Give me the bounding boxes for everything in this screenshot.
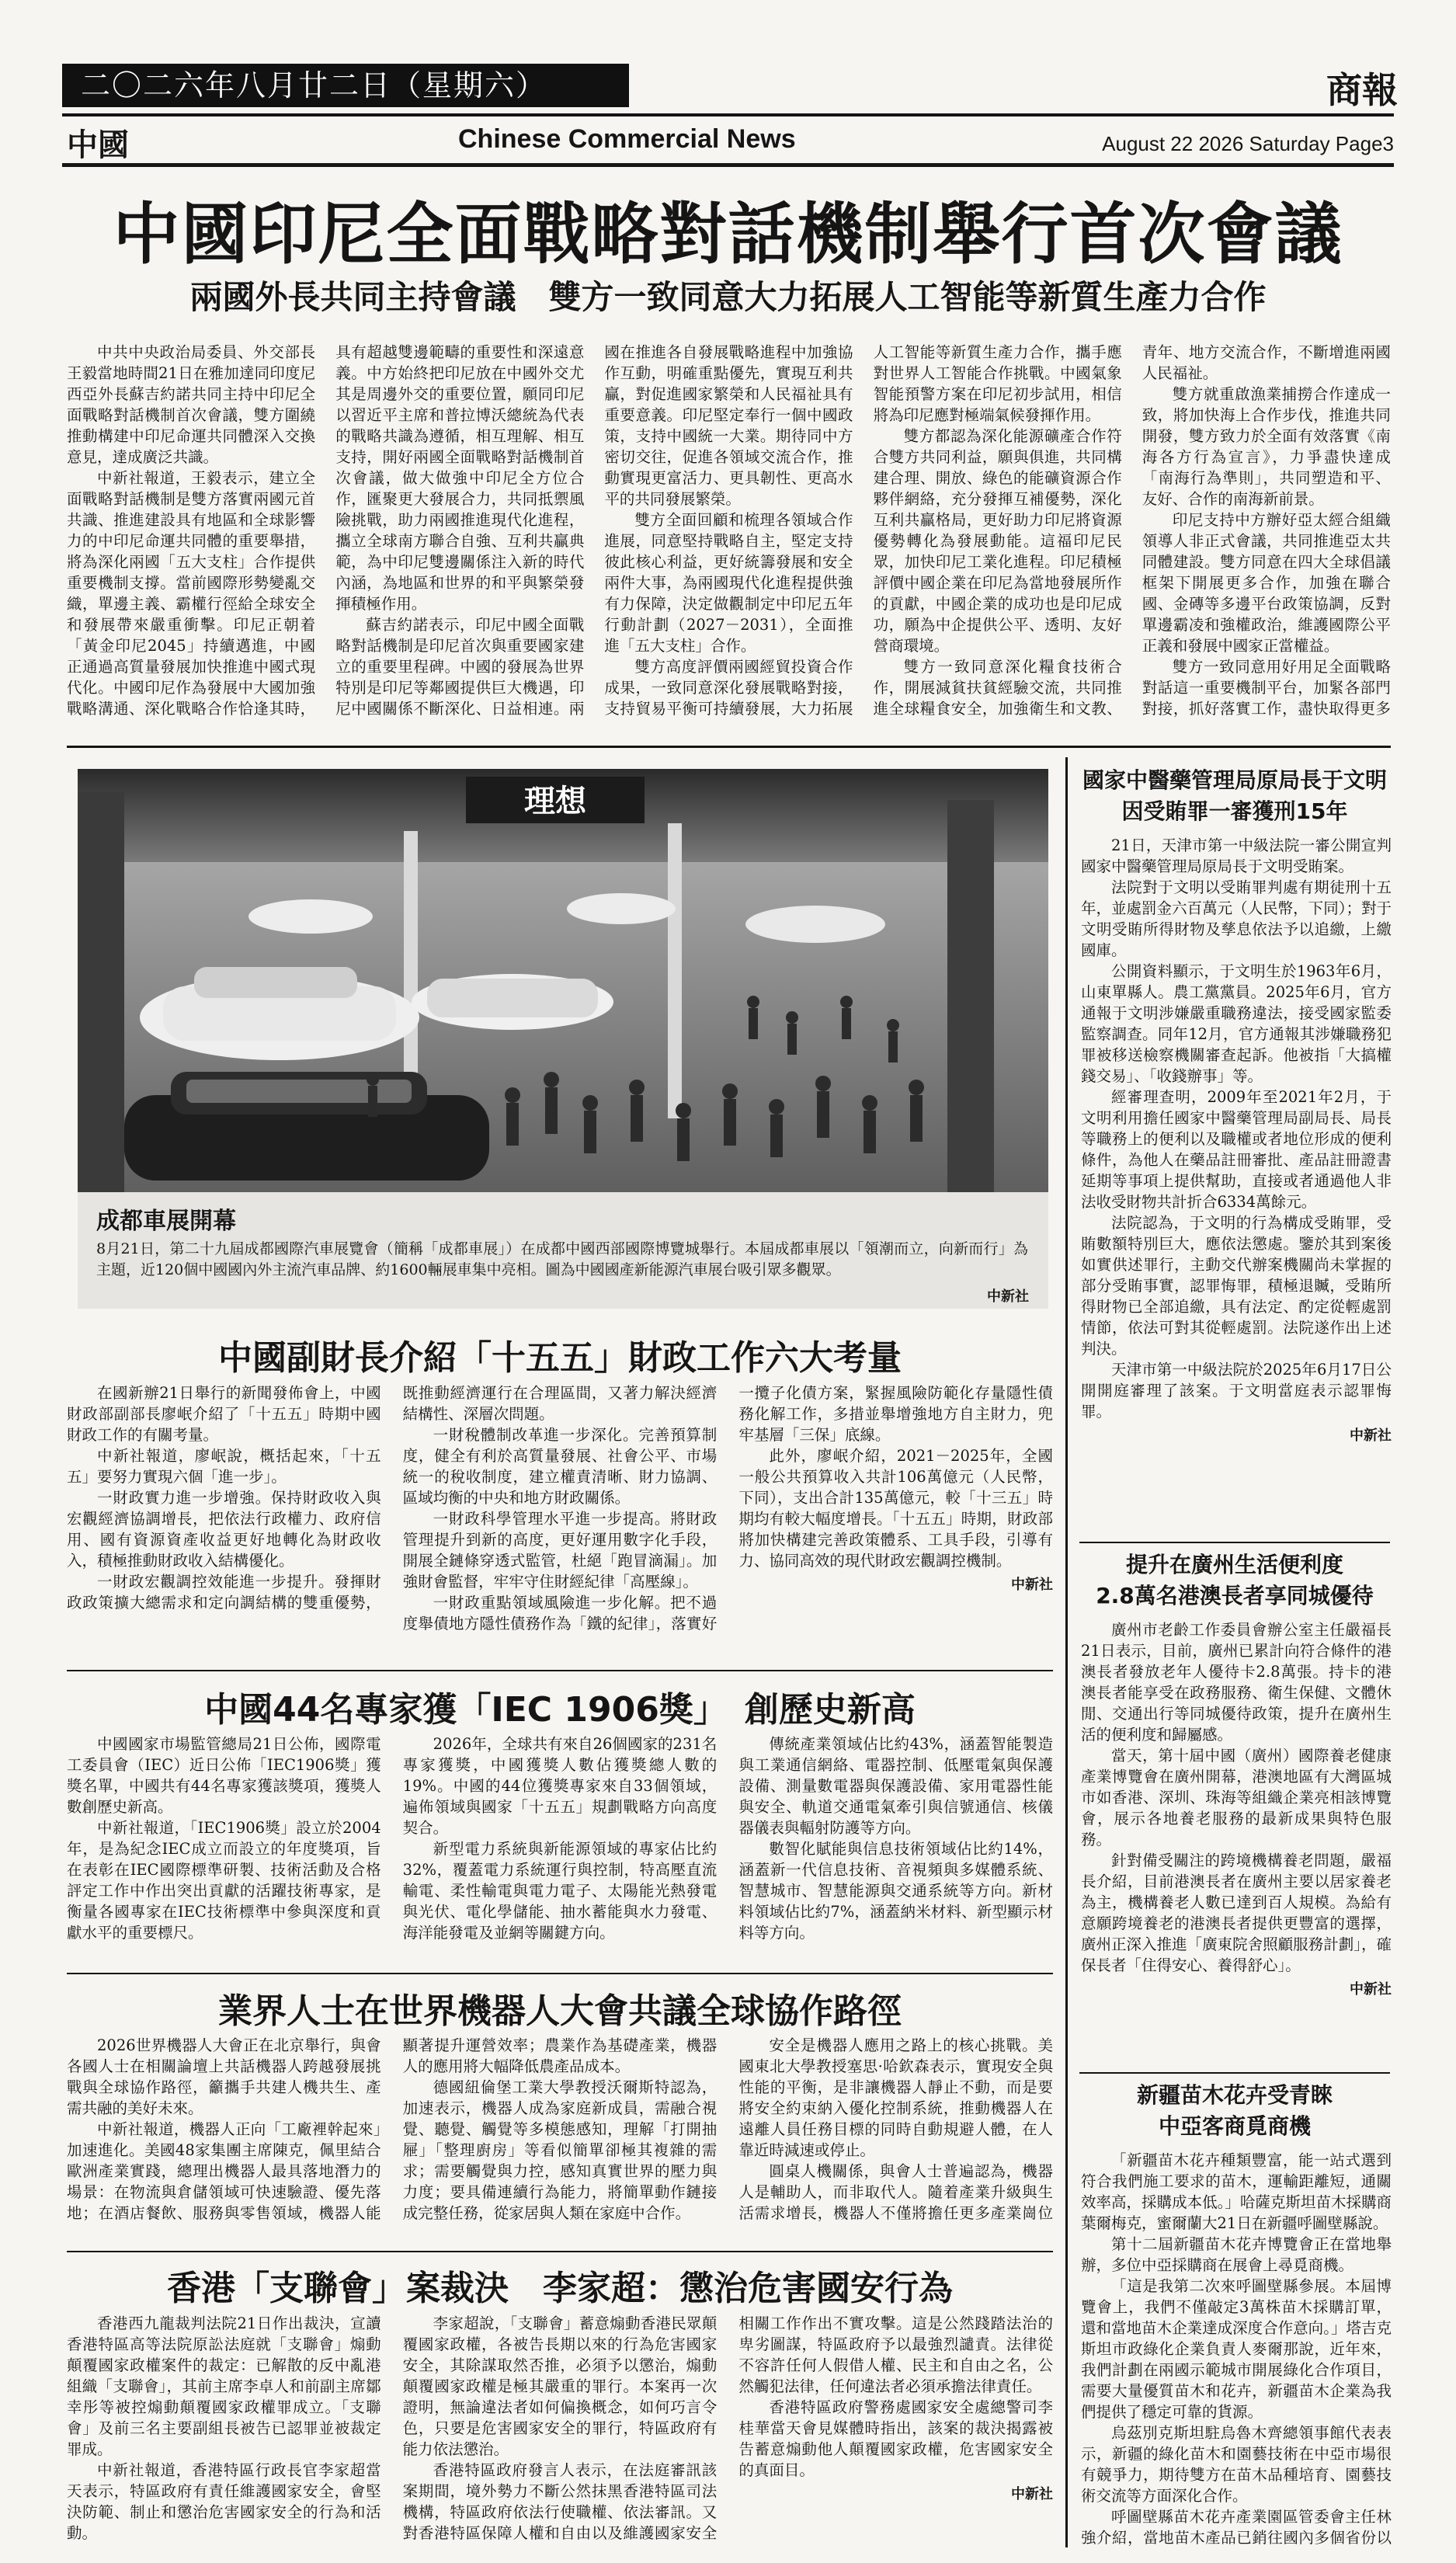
robot-paragraph: 安全是機器人應用之路上的核心挑戰。美國東北大學教授塞思·哈欽森表示，實現安全與性能的平衡，是非讓機器人靜止不動，而是要將安全約束納入優化控制系統，推動機器人在遠離人員任務目標的同時自動規避人體，在人靠近時減速或停止。 xyxy=(738,2036,1053,2159)
hongkong-paragraph: 香港特區政府發言人表示，在法庭審訊該案期間，境外勢力不斷公然抹黑香港特區司法機構，特區政府依法行使職權、依法審訊。又對香港特區保障人權和自由以及維護國家安全相關工作作出不實攻擊。這是公然踐踏法治的卑劣圖謀，特區政府予以最強烈譴責。法律從不容許任何人假借人權、民主和自由之名，公然觸犯法律，任何違法者必須承擔法律責任。 xyxy=(402,2314,1053,2542)
masthead-rule-bottom xyxy=(62,163,1394,167)
hongkong-paragraph: 中新社報道，香港特區行政長官李家超當天表示，特區政府有責任維護國家安全，會堅決防範、制止和懲治危害國家安全的行為和活動。 xyxy=(67,2461,381,2542)
finance-paragraph: 一財政科學管理水平進一步提高。將財政管理提升到新的高度，更好運用數字化手段，開展全鏈條穿透式監管，杜絕「跑冒滴漏」。加強財會監督，牢牢守住財經紀律「高壓線」。 xyxy=(402,1510,718,1591)
photo-caption: 8月21日，第二十九屆成都國際汽車展覽會（簡稱「成都車展」）在成都中國西部國際博覽城舉行。本屆成都車展以「領潮而立，向新而行」為主題，近120個中國國內外主流汽車品牌、約1600輛展車集中亮相。圖為中國國產新能源汽車展台吸引眾多觀眾。 xyxy=(96,1240,1028,1278)
hongkong-paragraph: 香港特區政府警務處國家安全處總警司李桂華當天會見媒體時指出，該案的裁決揭露被告蓄意煽動他人顛覆國家政權，危害國家安全的真面目。 xyxy=(738,2398,1053,2479)
auto-show-photo-art xyxy=(78,769,1048,1192)
lead-subheadline: 兩國外長共同主持會議 雙方一致同意大力拓展人工智能等新質生產力合作 xyxy=(189,278,1267,316)
lead-article-body xyxy=(67,342,1391,730)
date-page-en: August 22 2026 Saturday Page3 xyxy=(1102,132,1394,155)
sidebar-guangdong-body xyxy=(1081,1619,1392,2066)
lead-paragraph: 印尼支持中方辦好亞太經合組織領導人非正式會議，共同推進亞太共同體建設。雙方同意在四大全球倡議框架下開展更多合作，加強在聯合國、金磚等多邊平台政策協調，反對單邊霸凌和強權政治，維護國際公平正義和發展中國家正當權益。 xyxy=(1142,511,1391,655)
sidebar-xinjiang-headline xyxy=(1079,2080,1390,2142)
iec-paragraph: 2026年，全球共有來自26個國家的231名專家獲獎，中國獲獎人數佔獲獎總人數的19%。中國的44位獲獎專家來自33個領域，遍佈領域與國家「十五五」規劃戰略方向高度契合。 xyxy=(402,1735,718,1837)
iec-paragraph: 傳統產業領域佔比約43%，涵蓋智能製造與工業通信網絡、電器控制、低壓電氣與保護設備、測量數電器與保護設備、家用電器性能與安全、軌道交通電氣牽引與信號通信、核儀器儀表與輻射防護等方向。 xyxy=(738,1735,1053,1837)
lead-paragraph: 蘇吉約諾表示，印尼中國全面戰略對話機制是印尼首次與重要國家建立的重要里程碑。中國的發展為世界特別是印尼等鄰國提供巨大機遇，印尼中國關係不斷深化、日益相連。兩國在推進各自發展戰略進程中加強協作互動，明確重點優先，實現互利共贏，對促進國家繁榮和人民福祉具有重要意義。印尼堅定奉行一個中國政策，支持中國統一大業。期待同中方密切交往，促進各領域交流合作，推動實現更富活力、更具韌性、更高水平的共同發展繁榮。 xyxy=(335,343,853,718)
finance-paragraph: 一財政實力進一步增強。保持財政收入與宏觀經濟協調增長，把依法行政權力、政府信用、國有資源資產收益更好地轉化為財政收入，積極推動財政收入結構優化。 xyxy=(67,1489,381,1570)
iec-article-body xyxy=(67,1734,1053,1967)
auto-show-photo xyxy=(78,769,1048,1192)
robot-paragraph: 圓桌人機關係，與會人士普遍認為，機器人是輔助人，而非取代人。隨着產業升級與生活需求增長，機器人不僅將擔任更多產業崗位 xyxy=(738,2162,1053,2222)
lead-paragraph: 雙方一致同意用好用足全面戰略對話這一重要機制平台，加緊各部門對接，抓好落實工作，盡快取得更多 xyxy=(1142,658,1391,718)
sidebar-paragraph: 天津市第一中級法院於2025年6月17日公開開庭審理了該案。于文明當庭表示認罪悔罪。 xyxy=(1081,1361,1392,1421)
booth-sign: 理想 xyxy=(524,784,586,819)
lead-paragraph: 雙方就重啟漁業捕撈合作達成一致，將加快海上合作步伐，推進共同開發，雙方致力於全面有效落實《南海各方行為宣言》，力爭盡快達成「南海行為準則」，共同塑造和平、友好、合作的南海新前景。 xyxy=(1142,385,1391,508)
masthead-brand: 商報 xyxy=(1326,69,1398,111)
headline-line: 中亞客商覓商機 xyxy=(1158,2113,1311,2139)
divider-below-lead xyxy=(67,746,1391,748)
finance-credit: 中新社 xyxy=(1010,1577,1053,1593)
hongkong-article-body xyxy=(67,2313,1053,2546)
iec-paragraph: 中新社報道，「IEC1906獎」設立於2004年，是為紀念IEC成立而設立的年度獎項，旨在表彰在IEC國際標準研製、技術活動及合格評定工作中作出突出貢獻的活躍技術專家，是衡量各國專家在IEC技術標準中參與深度和貢獻水平的重要標尺。 xyxy=(67,1819,381,1942)
sidebar-paragraph: 21日，天津市第一中級法院一審公開宣判國家中醫藥管理局原局長于文明受賄案。 xyxy=(1081,836,1392,875)
iec-headline: 中國44名專家獲「IEC 1906獎」 創歷史新高 xyxy=(204,1690,916,1730)
photo-title: 成都車展開幕 xyxy=(96,1208,236,1235)
masthead-date-bar: 二〇二六年八月廿二日（星期六） xyxy=(62,64,629,107)
hongkong-paragraph: 李家超說，「支聯會」蓄意煽動香港民眾顛覆國家政權，各被告長期以來的行為危害國家安全，其除謀取然否推，必須予以懲治，煽動顛覆國家政權是極其嚴重的罪行。本案再一次證明，無論違法者如何偏換概念，如何巧言令色，只要是危害國家安全的罪行，特區政府有能力依法懲治。 xyxy=(402,2314,718,2458)
section-label: 中國 xyxy=(67,127,129,163)
divider-below-finance xyxy=(67,1670,1053,1671)
lead-paragraph: 中共中央政治局委員、外交部長王毅當地時間21日在雅加達同印度尼西亞外長蘇吉約諾共同主持中印尼全面戰略對話機制首次會議，雙方圍繞推動構建中印尼命運共同體深入交換意見，達成廣泛共識。 xyxy=(67,343,316,466)
sidebar-guangdong-headline xyxy=(1079,1549,1390,1612)
hongkong-headline: 香港「支聯會」案裁決 李家超：懲治危害國安行為 xyxy=(167,2269,953,2308)
sidebar-paragraph: 烏茲別克斯坦駐烏魯木齊總領事館代表表示，新疆的綠化苗木和園藝技術在中亞市場很有競爭力，期待雙方在苗木品種培育、園藝技術交流等方面深化合作。 xyxy=(1081,2424,1392,2505)
sidebar-paragraph: 法院對于文明以受賄罪判處有期徒刑十五年，並處罰金六百萬元（人民幣，下同）；對于文明受賄所得財物及孳息依法予以追繳，上繳國庫。 xyxy=(1081,878,1392,959)
photo-caption-box xyxy=(78,1192,1048,1309)
sidebar-paragraph: 第十二屆新疆苗木花卉博覽會正在當地舉辦，多位中亞採購商在展會上尋覓商機。 xyxy=(1081,2235,1392,2274)
sidebar-paragraph: 「新疆苗木花卉種類豐富，能一站式選到符合我們施工要求的苗木，運輸距離短，通關效率高，採購成本低。」哈薩克斯坦苗木採購商葉爾梅克，蜜爾蘭大21日在新疆呼圖壁縣說。 xyxy=(1081,2151,1392,2232)
masthead-rule-top xyxy=(62,113,1394,116)
hongkong-paragraph: 香港西九龍裁判法院21日作出裁決，宣讀香港特區高等法院原訟法庭就「支聯會」煽動顛覆國家政權案件的裁定：已解散的反中亂港組織「支聯會」，其前主席李卓人和前副主席鄒幸彤等被控煽動顛覆國家政權罪成立。「支聯會」及前三名主要副組長被告已認罪並被裁定罪成。 xyxy=(67,2314,381,2458)
sidebar-divider xyxy=(1065,757,1068,2547)
finance-paragraph: 中新社報道，廖岷說，概括起來，「十五五」要努力實現六個「進一步」。 xyxy=(67,1447,381,1486)
sidebar-xinjiang-body xyxy=(1081,2150,1392,2546)
headline-line: 新疆苗木花卉受青睞 xyxy=(1136,2082,1333,2108)
sidebar-divider-2 xyxy=(1079,2072,1390,2074)
headline-line: 2.8萬名港澳長者享同城優待 xyxy=(1096,1583,1374,1608)
robot-paragraph: 2026世界機器人大會正在北京舉行，與會各國人士在相關論壇上共話機器人跨越發展挑戰與全球協作路徑，籲攜手共建人機共生、產需共融的美好未來。 xyxy=(67,2036,381,2117)
photo-credit: 中新社 xyxy=(987,1288,1029,1305)
sidebar-paragraph: 法院認為，于文明的行為構成受賄罪，受賄數額特別巨大，應依法懲處。鑒於其到案後如實供述罪行，主動交代辦案機關尚未掌握的部分受賄事實，認罪悔罪，積極退贓，受賄所得財物已全部追繳，具有法定、酌定從輕處罰情節，依法可對其從輕處罰。法院遂作出上述判決。 xyxy=(1081,1214,1392,1358)
finance-headline: 中國副財長介紹「十五五」財政工作六大考量 xyxy=(218,1338,902,1378)
sidebar-ex-director-credit: 中新社 xyxy=(1350,1428,1392,1444)
robot-paragraph: 德國紐倫堡工業大學教授沃爾斯特認為，加速表示，機器人成為家庭新成員，需融合視覺、聽覺、觸覺等多模態感知，理解「打開抽屜」「整理廚房」等看似簡單卻極其複雜的需求；需要觸覺與力控，感知真實世界的壓力與力度；要具備連續行為能力，將簡單動作鏈接成完整任務，從家居與人類在家庭中合作。 xyxy=(402,2078,718,2222)
sidebar-ex-director-body xyxy=(1081,835,1392,1534)
robot-headline: 業界人士在世界機器人大會共議全球協作路徑 xyxy=(218,1991,902,2031)
iec-paragraph: 新型電力系統與新能源領域的專家佔比約32%，覆蓋電力系統運行與控制，特高壓直流輸電、柔性輸電與電力電子、太陽能光熱發電與光伏、電化學儲能、抽水蓄能與水力發電、海洋能發電及並網等關鍵方向。 xyxy=(402,1840,718,1942)
lead-paragraph: 雙方一致同意深化糧食技術合作，開展減貧扶貧經驗交流，共同推進全球糧食安全，加強衛生和文教、青年、地方交流合作，不斷增進兩國人民福祉。 xyxy=(873,343,1391,718)
lead-paragraph: 雙方都認為深化能源礦產合作符合雙方共同利益，願與俱進，共同構建合理、開放、綠色的能礦資源合作夥伴網絡，充分發揮互補優勢，深化互利共贏格局，更好助力印尼將資源優勢轉化為發展動能。這福印尼民眾，加快印尼工業化進程。印尼積極評價中國企業在印尼為當地發展所作的貢獻，中國企業的成功也是印尼成功，願為中企提供公平、透明、友好營商環境。 xyxy=(873,427,1122,655)
hongkong-credit: 中新社 xyxy=(1010,2486,1053,2502)
sidebar-paragraph: 針對備受關注的跨境機構養老問題，嚴福長介紹，目前港澳長者在廣州主要以居家養老為主，機構養老人數已達到百人規模。為給有意願跨境養老的港澳長者提供更豐富的選擇，廣州正深入推進「廣東院舍照顧服務計劃」，確保長者「住得安心、養得舒心」。 xyxy=(1081,1852,1392,1974)
sidebar-paragraph: 呼圖壁縣苗木花卉產業園區管委會主任林強介紹，當地苗木產品已銷往國內多個省份以 xyxy=(1081,2508,1392,2546)
finance-paragraph: 一財稅體制改革進一步深化。完善預算制度，健全有利於高質量發展、社會公平、市場統一的稅收制度，建立權責清晰、財力協調、區域均衡的中央和地方財政關係。 xyxy=(402,1426,718,1507)
finance-paragraph: 此外，廖岷介紹，2021－2025年，全國一般公共預算收入共計106萬億元（人民幣，下同），支出合計135萬億元，較「十三五」時期均有較大幅度增長。「十五五」時期，財政部將加快構建完善政策體系、工具手段，引導有力、協同高效的現代財政宏觀調控機制。 xyxy=(738,1447,1053,1570)
sidebar-paragraph: 廣州市老齡工作委員會辦公室主任嚴福長21日表示，目前，廣州已累計向符合條件的港澳長者發放老年人優待卡2.8萬張。持卡的港澳長者能享受在政務服務、衛生保健、文體休閒、交通出行等同城優待政策，提升在廣州生活的便利度和歸屬感。 xyxy=(1081,1621,1392,1744)
sidebar-paragraph: 經審理查明，2009年至2021年2月，于文明利用擔任國家中醫藥管理局副局長、局長等職務上的便利以及職權或者地位形成的便利條件，為他人在藥品註冊審批、產品註冊證書延期等事項上提供幫助，直接或者通過他人非法收受財物共計折合6334萬餘元。 xyxy=(1081,1088,1392,1211)
headline-line: 提升在廣州生活便利度 xyxy=(1125,1552,1343,1577)
headline-line: 國家中醫藥管理局原局長于文明 xyxy=(1082,767,1387,793)
sidebar-paragraph: 公開資料顯示，于文明生於1963年6月，山東單縣人。農工黨黨員。2025年6月，官方通報于文明涉嫌嚴重職務違法，接受國家監委監察調查。同年12月，官方通報其涉嫌職務犯罪被移送檢察機關審查起訴。他被指「大搞權錢交易」、「收錢辦事」等。 xyxy=(1081,962,1392,1085)
lead-paragraph: 中新社報道，王毅表示，建立全面戰略對話機制是雙方落實兩國元首共識、推進建設具有地區和全球影響力的中印尼命運共同體的重要舉措，將為深化兩國「五大支柱」合作提供重要機制支撐。當前國際形勢變亂交織，單邊主義、霸權行徑給全球安全和發展帶來嚴重衝擊。印尼正朝着「黃金印尼2045」持續邁進，中國正通過高質量發展加快推進中國式現代化。中國印尼作為發展中大國加強戰略溝通、深化戰略合作恰逢其時，具有超越雙邊範疇的重要性和深遠意義。中方始終把印尼放在中國外交尤其是周邊外交的重要位置，願同印尼以習近平主席和普拉博沃總統為代表的戰略共識為遵循，相互理解、相互支持，開好兩國全面戰略對話機制首次會議，做大做強中印尼全方位合作，匯聚更大發展合力，共同抵禦風險挑戰，助力兩國推進現代化進程，攜立全球南方聯合自強、互利共贏典範，為中印尼雙邊關係注入新的時代內涵，為地區和世界的和平與繁榮發揮積極作用。 xyxy=(67,343,585,718)
sidebar-ex-director-headline xyxy=(1079,765,1390,827)
sidebar-paragraph: 「這是我第二次來呼圖壁縣參展。本屆博覽會上，我們不僅敲定3萬株苗木採購訂單，還和當地苗木企業達成深度合作意向。」塔吉克斯坦市政綠化企業負責人麥爾那說，近年來，我們計劃在兩國示範城市開展綠化合作項目，需要大量優質苗木和花卉，新疆苗木企業為我們提供了穩定可靠的貨源。 xyxy=(1081,2277,1392,2421)
headline-line: 因受賄罪一審獲刑15年 xyxy=(1121,798,1348,824)
finance-paragraph: 在國新辦21日舉行的新聞發佈會上，中國財政部副部長廖岷介紹了「十五五」時期中國財政工作的有關考量。 xyxy=(67,1384,381,1444)
lead-paragraph: 雙方全面回顧和梳理各領域合作進展，同意堅持戰略自主，堅定支持彼此核心利益，更好統籌發展和安全兩件大事，為兩國現代化進程提供強有力保障，決定做觀制定中印尼五年行動計劃（2027－2031），全面推進「五大支柱」合作。 xyxy=(604,511,853,655)
divider-below-iec xyxy=(67,1973,1053,1974)
robot-article-body xyxy=(67,2035,1053,2245)
sidebar-guangdong-credit: 中新社 xyxy=(1350,1981,1392,1998)
finance-article-body xyxy=(67,1382,1053,1662)
divider-below-robot xyxy=(67,2251,1053,2252)
lead-headline: 中國印尼全面戰略對話機制舉行首次會議 xyxy=(113,196,1343,273)
lead-paragraph: 雙方高度評價兩國經貿投資合作成果，一致同意深化發展戰略對接，支持貿易平衡可持續發展，大力拓展人工智能等新質生產力合作，攜手應對世界人工智能合作挑戰。中國氣象智能預警方案在印尼初步試用，相信將為印尼應對極端氣候發揮作用。 xyxy=(604,343,1122,718)
paper-name-en: Chinese Commercial News xyxy=(458,124,796,154)
iec-paragraph: 數智化賦能與信息技術領域佔比約14%，涵蓋新一代信息技術、音視頻與多媒體系統、智慧城市、智慧能源與交通系統等方向。新材料領域佔比約7%，涵蓋納米材料、新型顯示材料等方向。 xyxy=(738,1840,1053,1942)
finance-paragraph: 一財政宏觀調控效能進一步提升。發揮財政政策擴大總需求和定向調結構的雙重優勢，既推動經濟運行在合理區間，又著力解決經濟結構性、深層次問題。 xyxy=(67,1384,718,1612)
iec-paragraph: 中國國家市場監管總局21日公佈，國際電工委員會（IEC）近日公佈「IEC1906獎」獲獎名單，中國共有44名專家獲該獎項，獲獎人數創歷史新高。 xyxy=(67,1735,381,1816)
robot-paragraph: 中新社報道，機器人正向「工廠裡幹起來」加速進化。美國48家集團主席陳克，佩里結合歐洲產業實踐，總理出機器人最具落地潛力的場景：在物流與倉儲領域可快速驗證、優先落地；在酒店餐飲、服務與零售領域，機器人能顯著提升運營效率；農業作為基礎產業，機器人的應用將大幅降低農產品成本。 xyxy=(67,2036,718,2222)
sidebar-divider-1 xyxy=(1079,1542,1390,1543)
sidebar-paragraph: 當天，第十屆中國（廣州）國際養老健康產業博覽會在廣州開幕，港澳地區有大灣區城市如香港、深圳、珠海等組織企業亮相該博覽會，展示各地養老服務的最新成果與特色服務。 xyxy=(1081,1747,1392,1848)
finance-paragraph: 一財政重點領域風險進一步化解。把不過度舉債地方隱性債務作為「鐵的紀律」，落實好一攬子化債方案，緊握風險防範化存量隱性債務化解工作，多措並舉增強地方自主財力，兜牢基層「三保」底線。 xyxy=(402,1384,1053,1633)
